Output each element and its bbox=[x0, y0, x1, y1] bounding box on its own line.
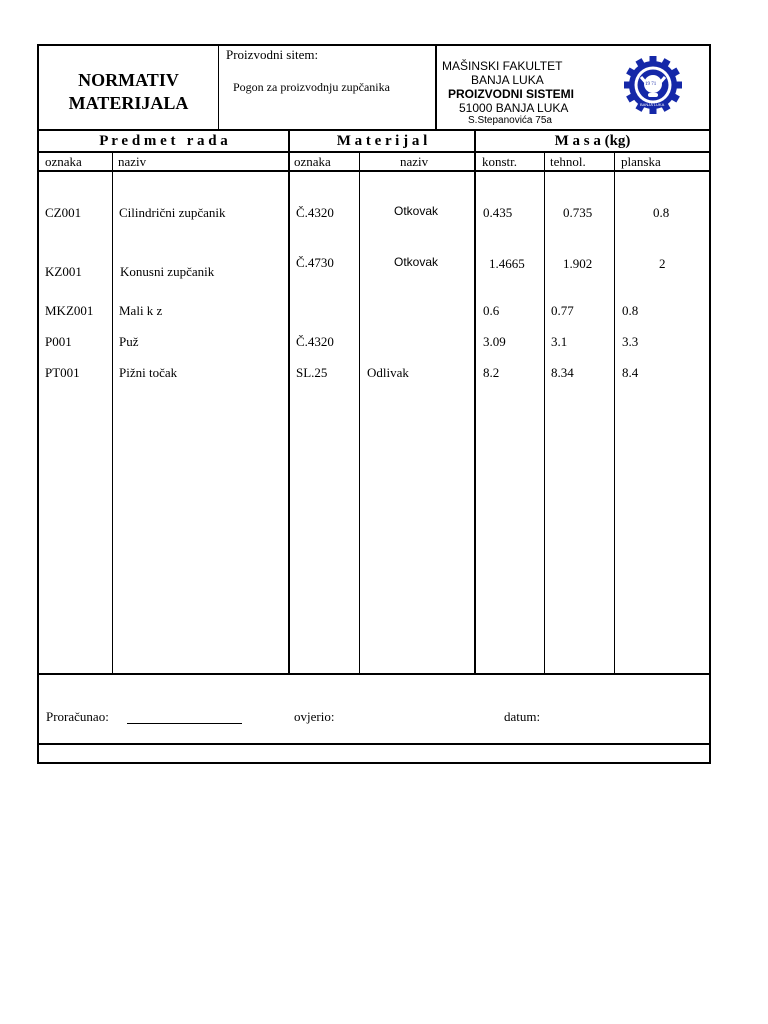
group-masa: M a s a (kg) bbox=[554, 133, 631, 149]
col-header-mat-oznaka: oznaka bbox=[294, 154, 331, 169]
row3-naziv: Mali k z bbox=[119, 303, 163, 318]
footer-datum-label: datum: bbox=[504, 709, 541, 724]
col-divider-mat-naziv bbox=[359, 152, 360, 674]
header-bottom-line bbox=[37, 129, 711, 131]
row2-tehnol: 1.902 bbox=[563, 256, 593, 271]
border-top bbox=[37, 44, 711, 46]
doc-title-line1: NORMATIV bbox=[78, 70, 179, 90]
row4-mat-oznaka: Č.4320 bbox=[296, 334, 334, 349]
border-bottom bbox=[37, 762, 711, 764]
col-header-naziv: naziv bbox=[118, 154, 147, 169]
row1-naziv: Cilindrični zupčanik bbox=[119, 205, 226, 220]
row5-tehnol: 8.34 bbox=[551, 365, 574, 380]
row5-planska: 8.4 bbox=[622, 365, 639, 380]
doc-title-line2: MATERIJALA bbox=[68, 93, 189, 113]
group-predmet-rada: P r e d m e t r a d a bbox=[99, 133, 228, 149]
row1-mat-oznaka: Č.4320 bbox=[296, 205, 334, 220]
group-header-line bbox=[37, 151, 711, 153]
logo-city: BANJA LUKA bbox=[640, 102, 665, 107]
col-divider-tehnol bbox=[544, 152, 545, 674]
row4-planska: 3.3 bbox=[622, 334, 639, 349]
col-divider-masa bbox=[474, 130, 476, 674]
row5-naziv: Pižni točak bbox=[119, 365, 178, 380]
row4-naziv: Puž bbox=[119, 334, 139, 349]
row3-oznaka: MKZ001 bbox=[45, 303, 94, 318]
col-divider-naziv bbox=[112, 152, 113, 674]
col-header-mat-naziv: naziv bbox=[400, 154, 429, 169]
col-header-tehnol: tehnol. bbox=[550, 154, 586, 169]
row1-konstr: 0.435 bbox=[483, 205, 513, 220]
footer-proracunao-label: Proračunao: bbox=[46, 709, 109, 724]
col-divider-planska bbox=[614, 152, 615, 674]
row2-oznaka: KZ001 bbox=[45, 264, 82, 279]
row5-mat-oznaka: SL.25 bbox=[296, 365, 328, 380]
system-value: Pogon za proizvodnju zupčanika bbox=[233, 80, 390, 94]
logo-year: 19 71 bbox=[645, 82, 657, 87]
row2-mat-oznaka: Č.4730 bbox=[296, 255, 334, 270]
footer-bottom-line bbox=[37, 743, 711, 745]
row2-planska: 2 bbox=[659, 256, 666, 271]
header-divider-1 bbox=[218, 44, 219, 130]
institution-line1: MAŠINSKI FAKULTET bbox=[442, 59, 563, 73]
institution-line4: 51000 BANJA LUKA bbox=[459, 101, 569, 115]
institution-line3: PROIZVODNI SISTEMI bbox=[448, 87, 575, 101]
row3-tehnol: 0.77 bbox=[551, 303, 574, 318]
row1-oznaka: CZ001 bbox=[45, 205, 82, 220]
col-header-planska: planska bbox=[621, 154, 661, 169]
group-materijal: M a t e r i j a l bbox=[336, 133, 428, 149]
row5-mat-naziv: Odlivak bbox=[367, 365, 409, 380]
footer-top-line bbox=[37, 673, 711, 675]
row2-naziv: Konusni zupčanik bbox=[120, 264, 215, 279]
col-header-konstr: konstr. bbox=[482, 154, 518, 169]
row2-mat-naziv: Otkovak bbox=[394, 255, 439, 269]
system-label: Proizvodni sitem: bbox=[226, 47, 319, 62]
row3-konstr: 0.6 bbox=[483, 303, 500, 318]
row3-planska: 0.8 bbox=[622, 303, 639, 318]
institution-line5: S.Stepanovića 75a bbox=[468, 115, 552, 126]
row1-planska: 0.8 bbox=[653, 205, 670, 220]
row5-oznaka: PT001 bbox=[45, 365, 80, 380]
header-divider-2 bbox=[435, 44, 437, 130]
row1-mat-naziv: Otkovak bbox=[394, 204, 439, 218]
column-header-line bbox=[37, 170, 711, 172]
col-header-oznaka: oznaka bbox=[45, 154, 82, 169]
row5-konstr: 8.2 bbox=[483, 365, 500, 380]
row1-tehnol: 0.735 bbox=[563, 205, 593, 220]
institution-line2: BANJA LUKA bbox=[471, 73, 544, 87]
footer-proracunao-underline bbox=[127, 723, 242, 724]
row2-konstr: 1.4665 bbox=[489, 256, 525, 271]
row4-tehnol: 3.1 bbox=[551, 334, 568, 349]
row4-oznaka: P001 bbox=[45, 334, 72, 349]
footer-ovjerio-label: ovjerio: bbox=[294, 709, 335, 724]
col-divider-materijal bbox=[288, 130, 290, 674]
row4-konstr: 3.09 bbox=[483, 334, 506, 349]
